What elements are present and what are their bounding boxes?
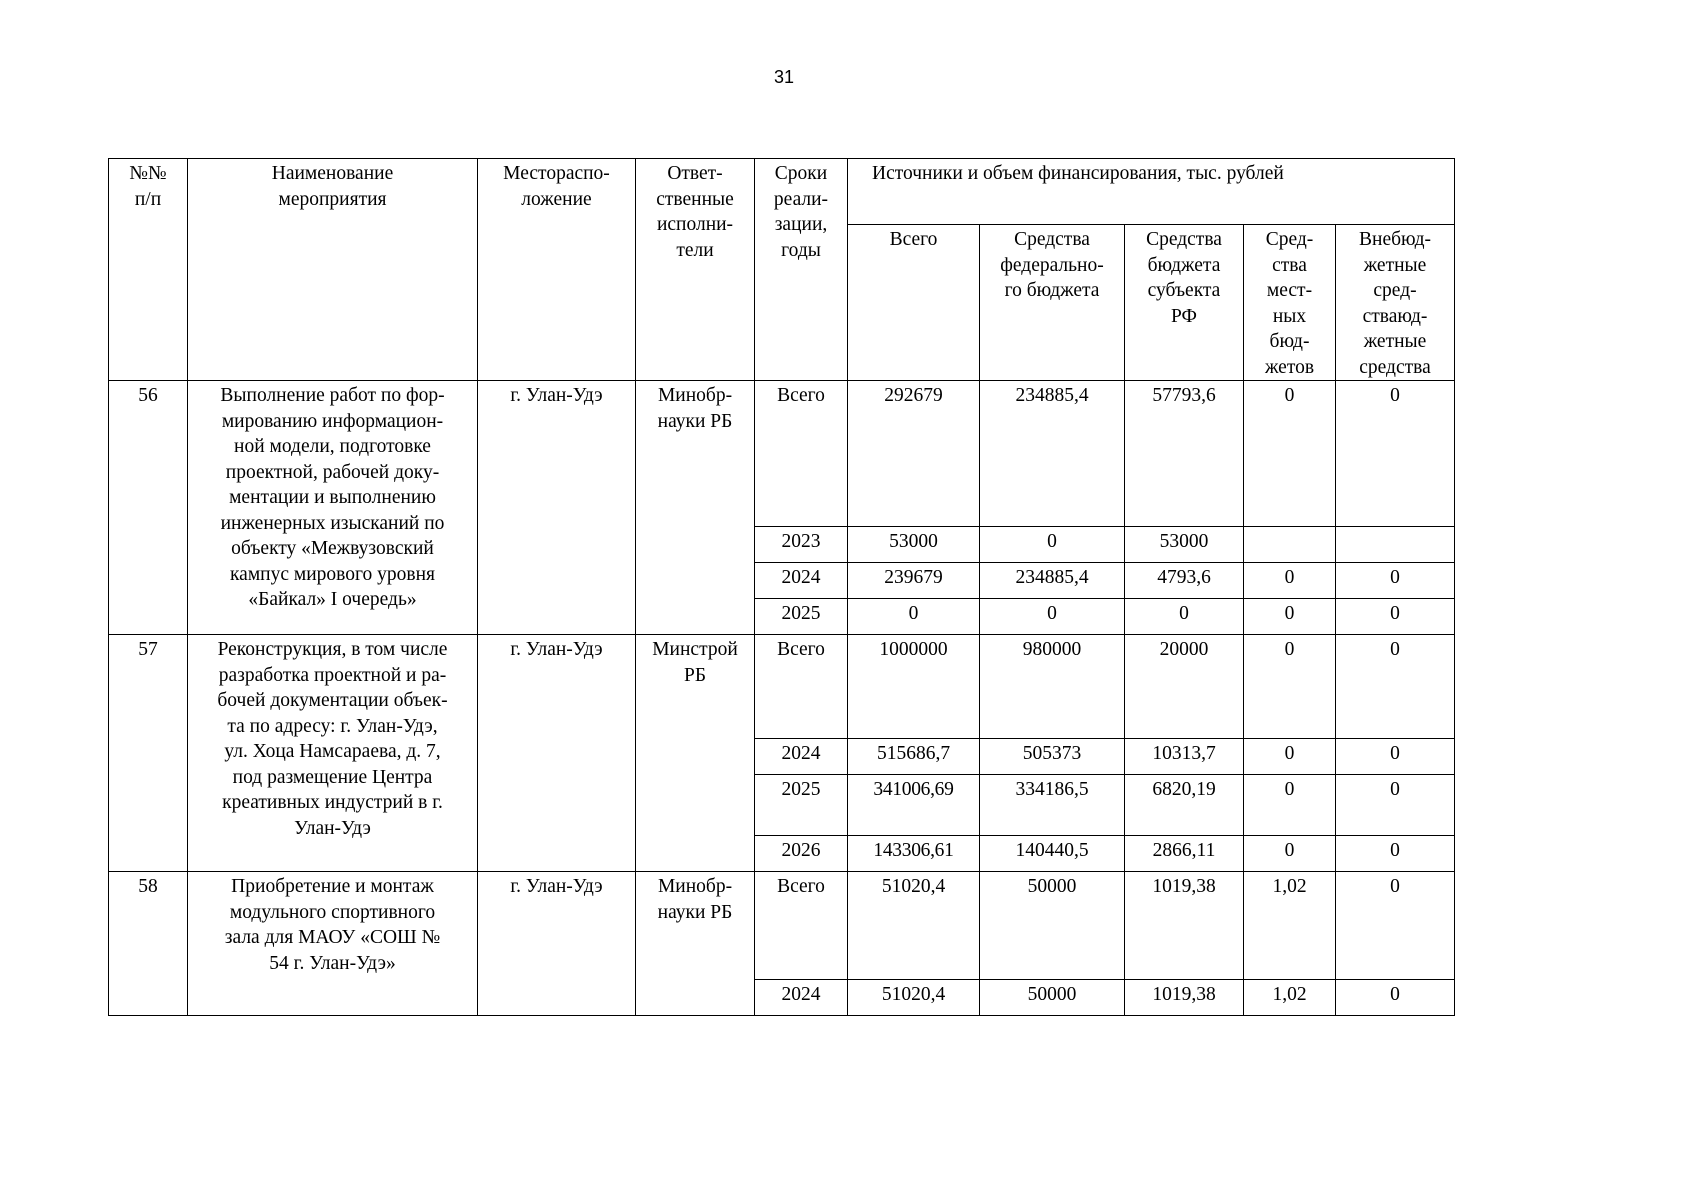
cell-subject: 1019,38 (1125, 872, 1244, 980)
cell-extra: 0 (1336, 599, 1455, 635)
cell-local: 1,02 (1244, 980, 1336, 1016)
cell-local (1244, 527, 1336, 563)
cell-total: 143306,61 (848, 836, 980, 872)
header-name: Наименование мероприятия (188, 159, 478, 381)
cell-federal: 50000 (980, 980, 1125, 1016)
row-responsible: Минобр- науки РБ (636, 381, 755, 635)
cell-period: Всего (755, 872, 848, 980)
row-location: г. Улан-Удэ (478, 635, 636, 872)
cell-local: 0 (1244, 836, 1336, 872)
cell-federal: 980000 (980, 635, 1125, 739)
cell-local: 0 (1244, 635, 1336, 739)
cell-total: 51020,4 (848, 980, 980, 1016)
cell-period: 2024 (755, 980, 848, 1016)
header-total: Всего (848, 225, 980, 381)
row-name: Выполнение работ по фор- мированию информацион- ной модели, подготовке проектной, рабочей доку- ментации и выполнению инженерных изысканий по объекту «Межвузовский кампус мирового уровня «Байкал» I очередь» (188, 381, 478, 635)
cell-local: 0 (1244, 563, 1336, 599)
header-num: №№ п/п (109, 159, 188, 381)
cell-federal: 0 (980, 599, 1125, 635)
row-num: 57 (109, 635, 188, 872)
cell-total: 239679 (848, 563, 980, 599)
header-local: Сред- ства мест- ных бюд- жетов (1244, 225, 1336, 381)
cell-federal: 334186,5 (980, 775, 1125, 836)
row-name: Приобретение и монтаж модульного спортивного зала для МАОУ «СОШ № 54 г. Улан-Удэ» (188, 872, 478, 1016)
page-number: 31 (773, 67, 795, 87)
row-responsible: Минстрой РБ (636, 635, 755, 872)
row-location: г. Улан-Удэ (478, 872, 636, 1016)
cell-local: 0 (1244, 381, 1336, 527)
cell-extra: 0 (1336, 836, 1455, 872)
cell-federal: 234885,4 (980, 563, 1125, 599)
cell-total: 1000000 (848, 635, 980, 739)
cell-period: Всего (755, 381, 848, 527)
table-row (109, 872, 1455, 980)
cell-total: 515686,7 (848, 739, 980, 775)
cell-total: 341006,69 (848, 775, 980, 836)
cell-federal: 505373 (980, 739, 1125, 775)
cell-extra: 0 (1336, 775, 1455, 836)
cell-period: Всего (755, 635, 848, 739)
cell-extra: 0 (1336, 563, 1455, 599)
cell-local: 0 (1244, 599, 1336, 635)
cell-subject: 6820,19 (1125, 775, 1244, 836)
cell-federal: 140440,5 (980, 836, 1125, 872)
header-financing: Источники и объем финансирования, тыс. рублей (848, 159, 1455, 225)
cell-local: 0 (1244, 739, 1336, 775)
cell-extra: 0 (1336, 739, 1455, 775)
cell-extra: 0 (1336, 635, 1455, 739)
cell-federal: 0 (980, 527, 1125, 563)
header-federal: Средства федерально- го бюджета (980, 225, 1125, 381)
cell-total: 0 (848, 599, 980, 635)
header-period: Сроки реали- зации, годы (755, 159, 848, 381)
cell-local: 0 (1244, 775, 1336, 836)
cell-total: 292679 (848, 381, 980, 527)
cell-subject: 10313,7 (1125, 739, 1244, 775)
row-responsible: Минобр- науки РБ (636, 872, 755, 1016)
cell-subject: 0 (1125, 599, 1244, 635)
cell-federal: 50000 (980, 872, 1125, 980)
cell-federal: 234885,4 (980, 381, 1125, 527)
header-subject: Средства бюджета субъекта РФ (1125, 225, 1244, 381)
header-responsible: Ответ- ственные исполни- тели (636, 159, 755, 381)
cell-total: 51020,4 (848, 872, 980, 980)
cell-period: 2024 (755, 563, 848, 599)
table-row (109, 381, 1455, 527)
cell-extra (1336, 527, 1455, 563)
row-num: 56 (109, 381, 188, 635)
row-location: г. Улан-Удэ (478, 381, 636, 635)
header-row-1 (109, 159, 1455, 225)
cell-subject: 57793,6 (1125, 381, 1244, 527)
cell-subject: 20000 (1125, 635, 1244, 739)
cell-subject: 53000 (1125, 527, 1244, 563)
row-num: 58 (109, 872, 188, 1016)
cell-period: 2025 (755, 775, 848, 836)
cell-period: 2024 (755, 739, 848, 775)
financing-table (108, 158, 1455, 1016)
cell-extra: 0 (1336, 381, 1455, 527)
cell-period: 2025 (755, 599, 848, 635)
cell-subject: 4793,6 (1125, 563, 1244, 599)
cell-subject: 2866,11 (1125, 836, 1244, 872)
cell-subject: 1019,38 (1125, 980, 1244, 1016)
cell-period: 2023 (755, 527, 848, 563)
cell-period: 2026 (755, 836, 848, 872)
row-name: Реконструкция, в том числе разработка проектной и ра- бочей документации объек- та по адресу: г. Улан-Удэ, ул. Хоца Намсараева, д. 7, под размещение Центра креативных индустрий в г. Улан-Удэ (188, 635, 478, 872)
cell-local: 1,02 (1244, 872, 1336, 980)
cell-extra: 0 (1336, 872, 1455, 980)
header-location: Местораспо- ложение (478, 159, 636, 381)
table-row (109, 635, 1455, 739)
header-extrabudget: Внебюд- жетные сред- стваюд- жетные средства (1336, 225, 1455, 381)
cell-extra: 0 (1336, 980, 1455, 1016)
cell-total: 53000 (848, 527, 980, 563)
